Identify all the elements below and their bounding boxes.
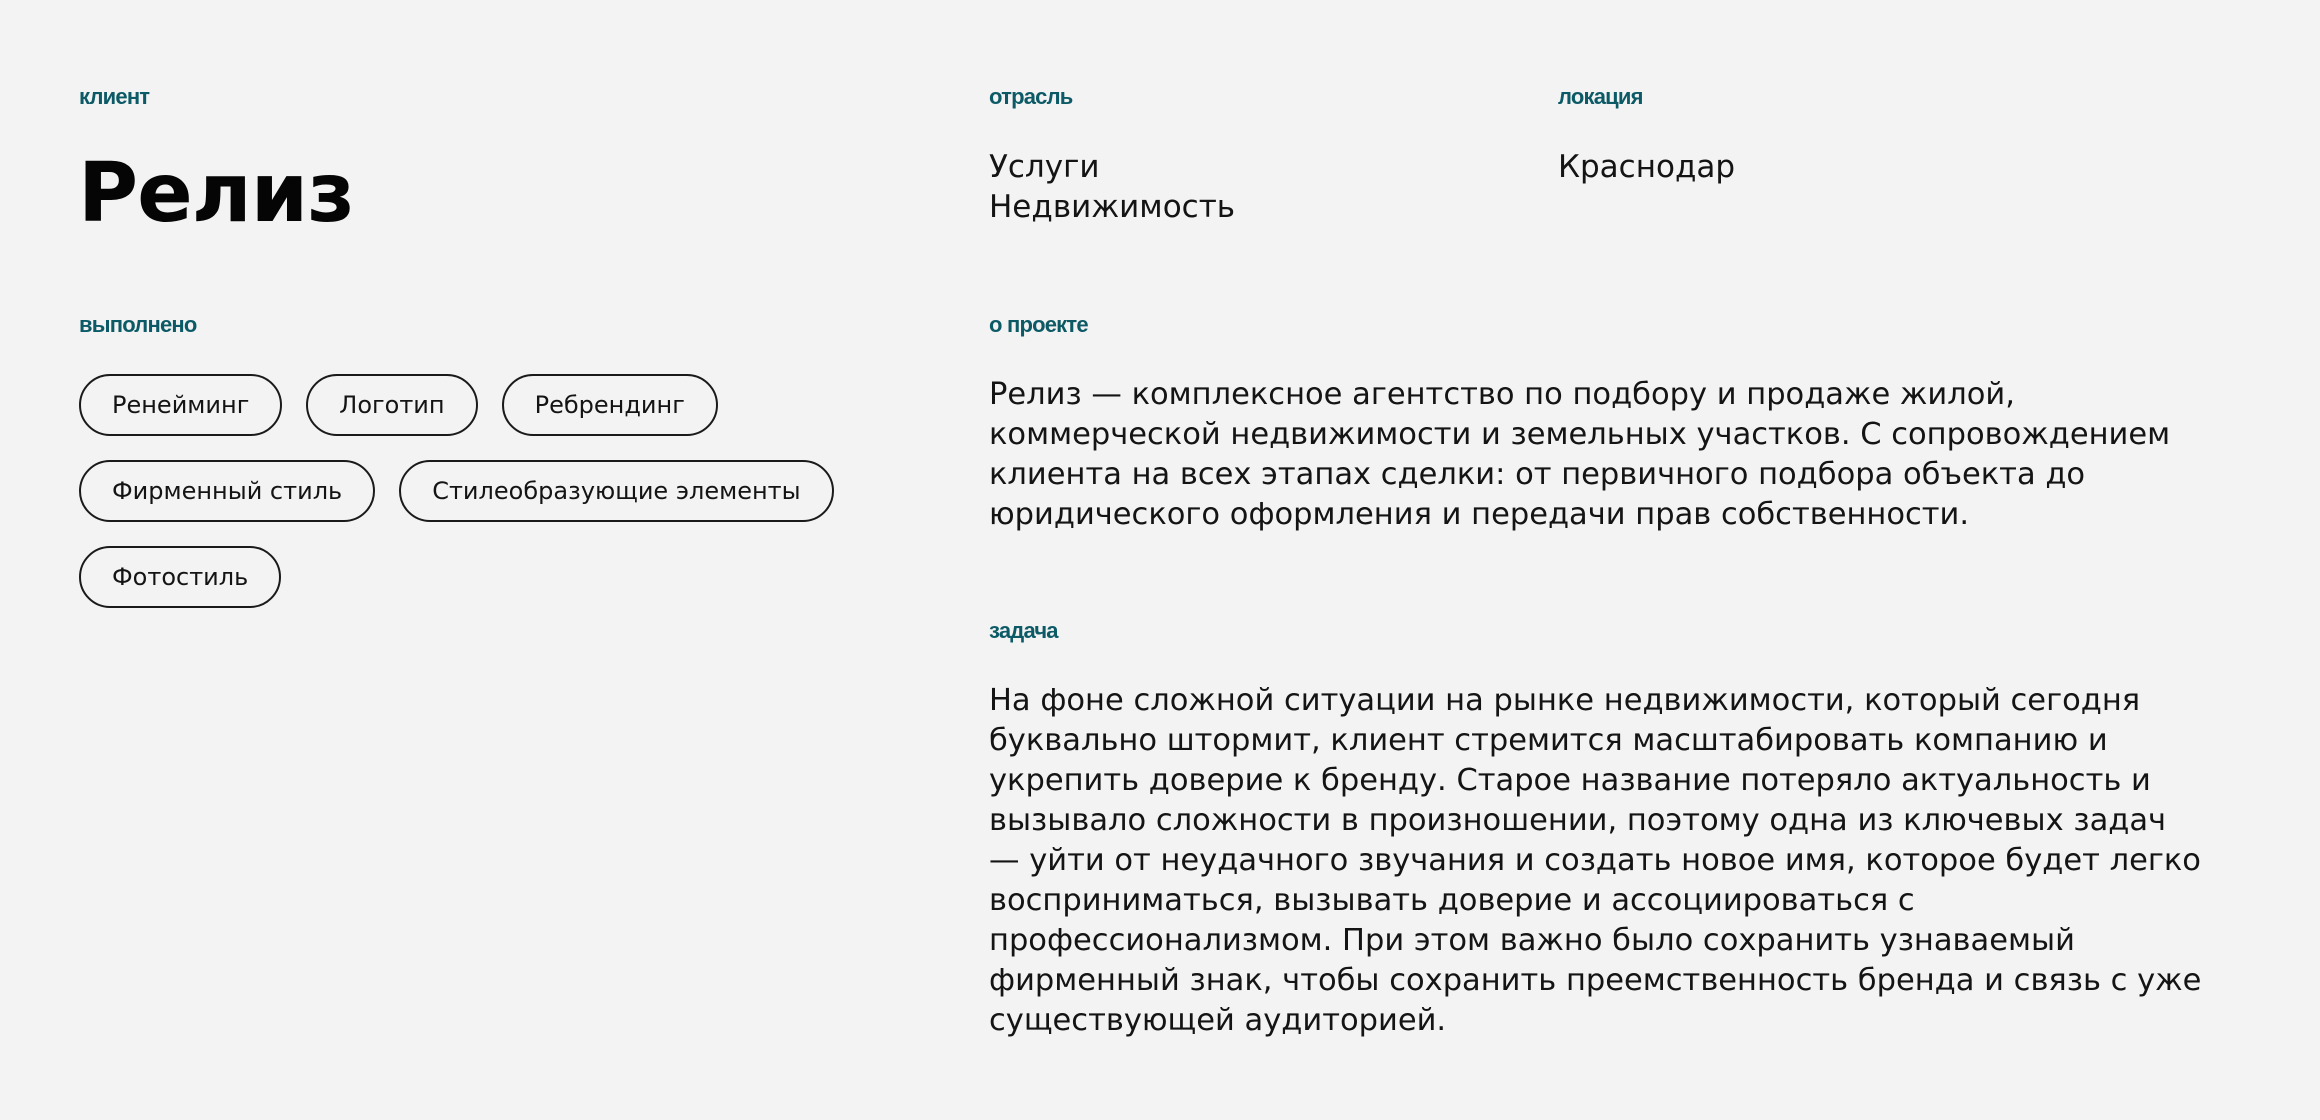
services-tag-list xyxy=(79,374,879,608)
about-text xyxy=(989,375,2289,535)
industry-value: Недвижимость xyxy=(989,189,1236,225)
task-line: фирменный знак, чтобы сохранить преемственность бренда и связь с уже xyxy=(989,963,2202,998)
task-label: задача xyxy=(989,618,1058,643)
about-line: юридического оформления и передачи прав собственности. xyxy=(989,497,1970,532)
task-line: восприниматься, вызывать доверие и ассоциироваться с xyxy=(989,883,1915,918)
about-line: коммерческой недвижимости и земельных участков. С сопровождением xyxy=(989,417,2171,452)
task-line: укрепить доверие к бренду. Старое название потеряло актуальность и xyxy=(989,763,2151,798)
about-line: Релиз — комплексное агентство по подбору и продаже жилой, xyxy=(989,377,2015,412)
client-name: Релиз xyxy=(78,146,354,241)
tag-logo: Логотип xyxy=(306,374,477,436)
task-line: буквально штормит, клиент стремится масштабировать компанию и xyxy=(989,723,2108,758)
tag-renaming: Ренейминг xyxy=(79,374,282,436)
about-label: о проекте xyxy=(989,312,1088,337)
task-line: — уйти от неудачного звучания и создать новое имя, которое будет легко xyxy=(989,843,2201,878)
done-label: выполнено xyxy=(79,312,197,337)
task-line: существующей аудиторией. xyxy=(989,1003,1447,1038)
industry-label: отрасль xyxy=(989,84,1073,109)
task-line: профессионализмом. При этом важно было сохранить узнаваемый xyxy=(989,923,2075,958)
tag-rebranding: Ребрендинг xyxy=(502,374,718,436)
location-label: локация xyxy=(1558,84,1643,109)
tag-photo-style: Фотостиль xyxy=(79,546,281,608)
tag-style-elements: Стилеобразующие элементы xyxy=(399,460,833,522)
tag-corporate-identity: Фирменный стиль xyxy=(79,460,375,522)
client-label: клиент xyxy=(79,84,150,109)
task-line: На фоне сложной ситуации на рынке недвижимости, который сегодня xyxy=(989,683,2141,718)
task-text xyxy=(989,681,2289,1041)
about-line: клиента на всех этапах сделки: от первичного подбора объекта до xyxy=(989,457,2086,492)
task-line: вызывало сложности в произношении, поэтому одна из ключевых задач xyxy=(989,803,2167,838)
industry-values xyxy=(989,147,1235,227)
location-value: Краснодар xyxy=(1558,149,1736,185)
industry-value: Услуги xyxy=(989,149,1100,185)
